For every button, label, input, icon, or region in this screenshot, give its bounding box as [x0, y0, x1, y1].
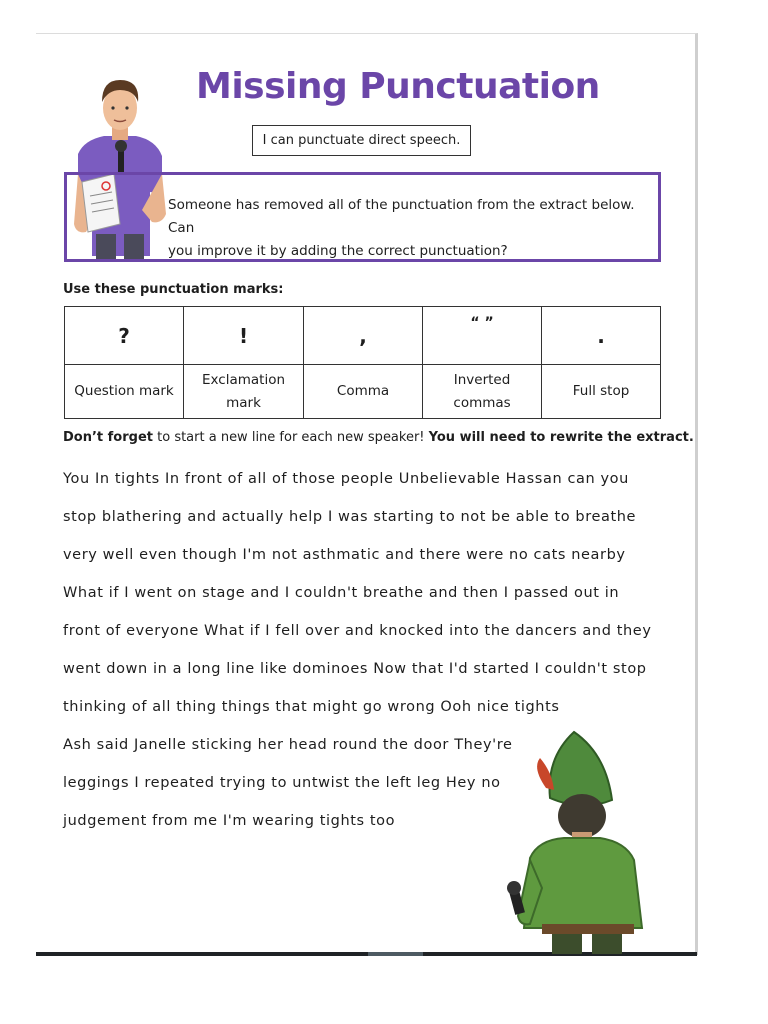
names-row	[65, 365, 661, 419]
extract-line: judgement from me I'm wearing tights too	[63, 813, 396, 829]
reminder-body: to start a new line for each new speaker!	[153, 430, 429, 445]
full-stop-symbol: .	[542, 307, 661, 365]
extract-line: What if I went on stage and I couldn't breathe and then I passed out in	[63, 585, 620, 601]
extract-line: You In tights In front of all of those people Unbelievable Hassan can you	[63, 471, 629, 487]
punctuation-marks-table	[64, 306, 661, 419]
extract-line: Ash said Janelle sticking her head round the door They're	[63, 737, 513, 753]
extract-line: went down in a long line like dominoes Now that I'd started I couldn't stop	[63, 661, 647, 677]
reminder-bold-2: You will need to rewrite the extract.	[428, 430, 694, 445]
elf-costume-character-illustration	[502, 728, 652, 954]
bottom-rule-accent	[368, 952, 423, 956]
question-mark-symbol: ?	[65, 307, 184, 365]
comma-name: Comma	[304, 365, 423, 419]
extract-line: front of everyone What if I fell over and knocked into the dancers and they	[63, 623, 652, 639]
instruction-line-2: you improve it by adding the correct punctuation?	[168, 243, 508, 259]
inverted-commas-symbol: “ ”	[423, 307, 542, 365]
question-mark-name: Question mark	[65, 365, 184, 419]
instruction-line-1: Someone has removed all of the punctuation from the extract below. Can	[168, 197, 635, 236]
extract-line: stop blathering and actually help I was starting to not be able to breathe	[63, 509, 637, 525]
extract-line: very well even though I'm not asthmatic and there were no cats nearby	[63, 547, 626, 563]
inverted-commas-name: Inverted commas	[423, 365, 542, 419]
full-stop-name: Full stop	[542, 365, 661, 419]
learning-objective: I can punctuate direct speech.	[252, 125, 471, 156]
symbols-row	[65, 307, 661, 365]
reminder-text	[63, 430, 694, 445]
page-title: Missing Punctuation	[196, 66, 600, 107]
extract-line: leggings I repeated trying to untwist the left leg Hey no	[63, 775, 501, 791]
reminder-bold-1: Don’t forget	[63, 430, 153, 445]
punctuation-marks-label: Use these punctuation marks:	[63, 282, 284, 297]
extract-line: thinking of all thing things that might go wrong Ooh nice tights	[63, 699, 560, 715]
exclamation-mark-name: Exclamation mark	[184, 365, 304, 419]
instruction-text	[168, 194, 648, 263]
exclamation-mark-symbol: !	[184, 307, 304, 365]
comma-symbol: ,	[304, 307, 423, 365]
